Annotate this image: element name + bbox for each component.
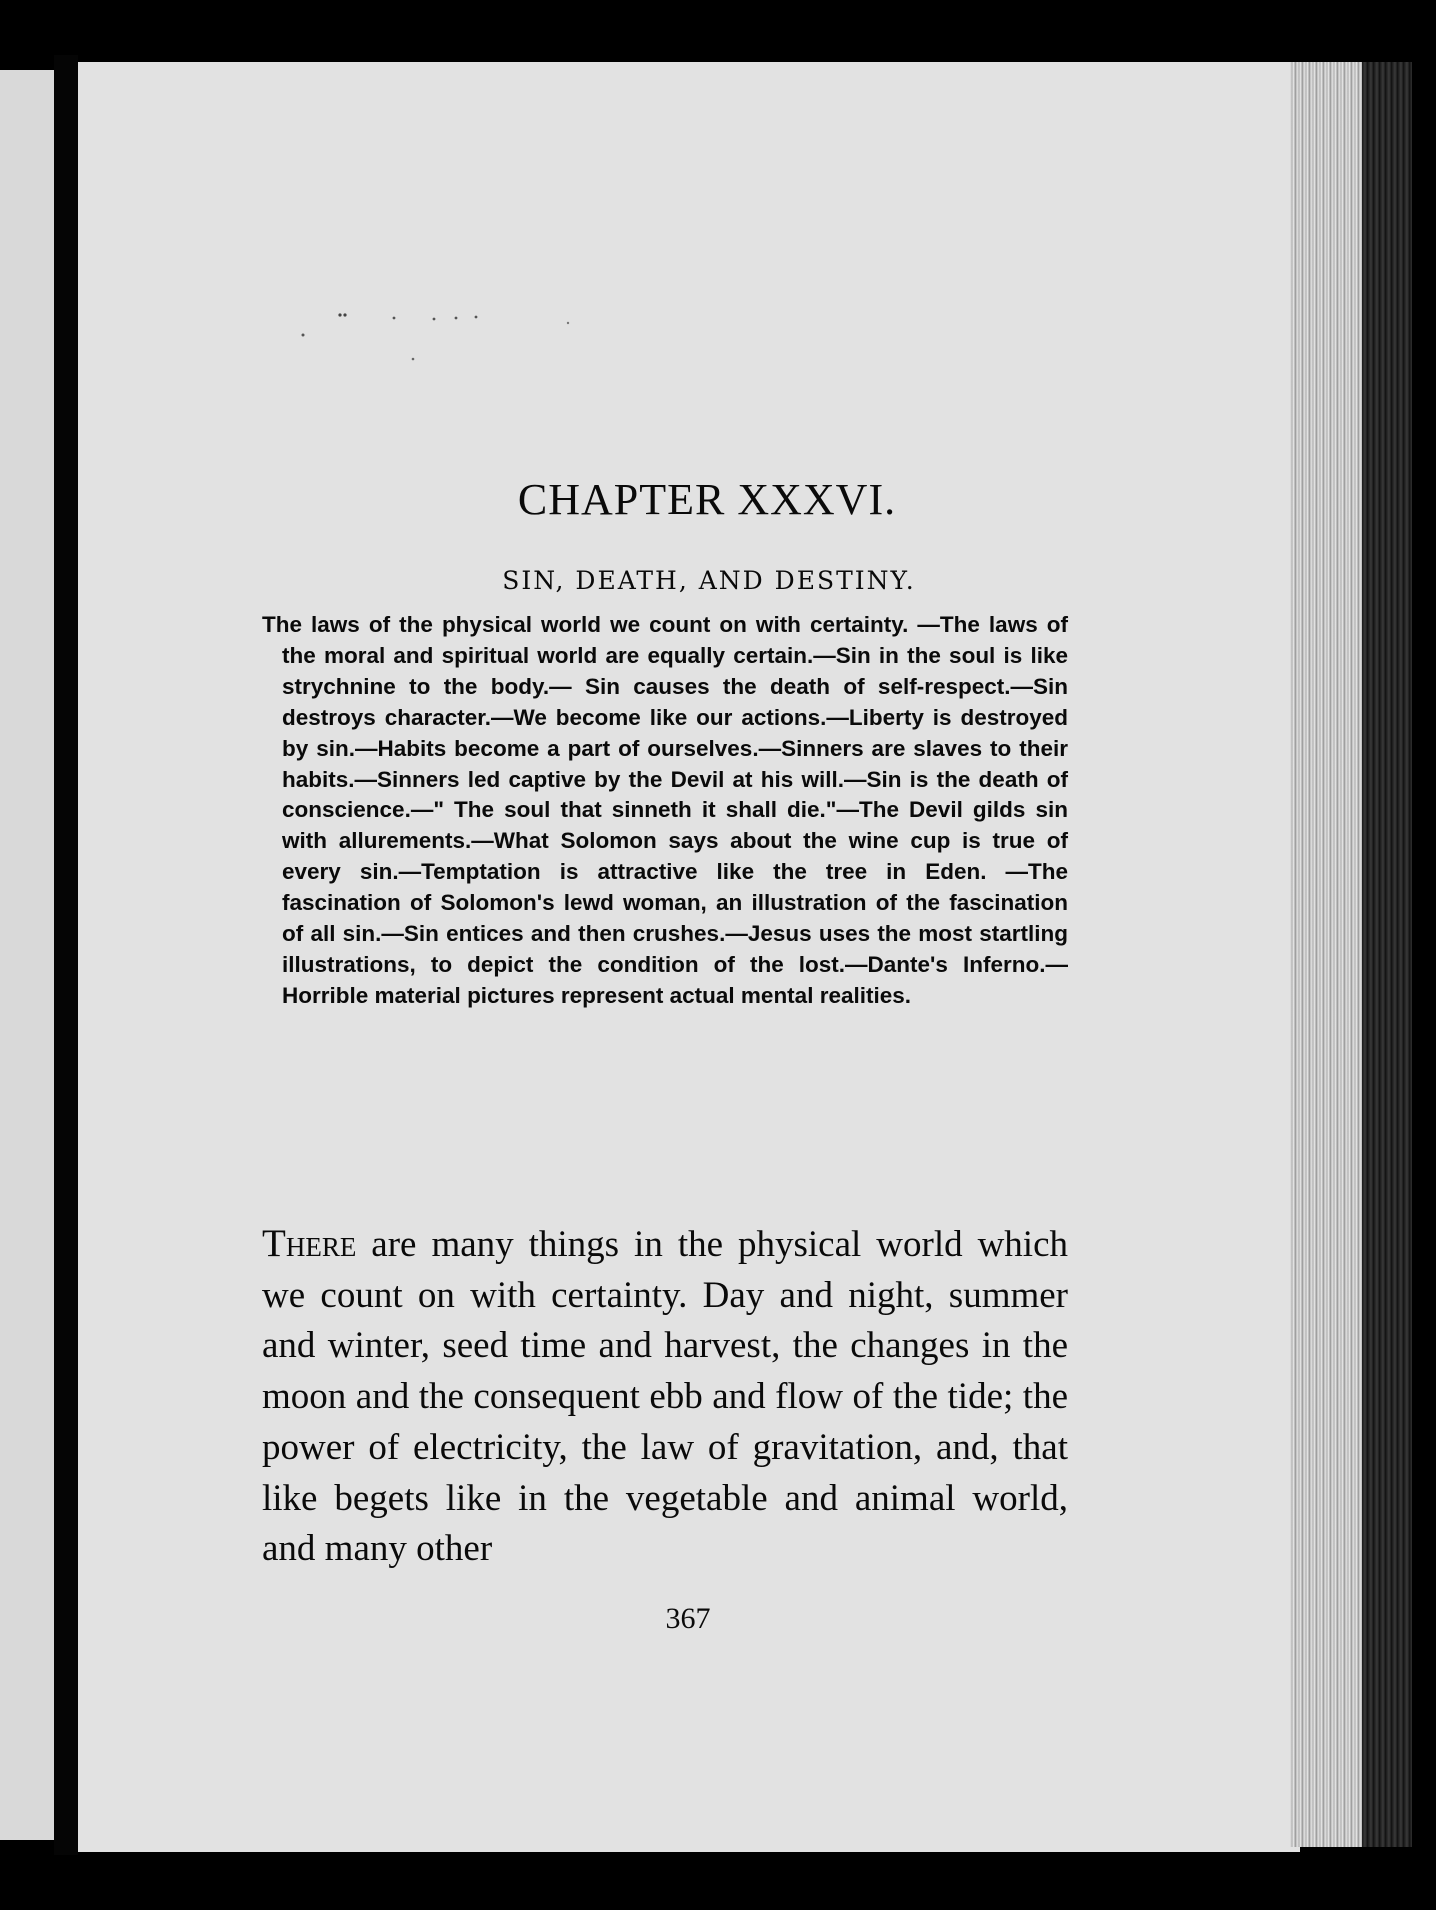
facing-page-edge: [0, 70, 54, 1840]
book-cover-edge: [1362, 62, 1412, 1847]
page-content: [78, 62, 1300, 1852]
lead-word: There: [262, 1222, 357, 1265]
page-number: 367: [665, 1602, 711, 1635]
page-block-edge: [1290, 62, 1362, 1847]
chapter-title: CHAPTER XXXVI.: [517, 475, 897, 524]
book-page: [78, 62, 1300, 1852]
book-gutter: [54, 55, 78, 1855]
body-paragraph: [262, 1219, 1068, 1575]
chapter-summary: The laws of the physical world we count on with certainty. —The laws of the moral and spiritual world are equally certain.—Sin in the soul is like strychnine to the body.— Sin causes the death of self-respect.—Sin destroys character.—We become like our actions.—Liberty is destroyed by sin.—Habits become a part of ourselves.—Sinners are slaves to their habits.—Sinners led captive by the Devil at his will.—Sin is the death of conscience.—" The soul that sinneth it shall die."—The Devil gilds sin with allurements.—What Solomon says about the wine cup is true of every sin.—Temptation is attractive like the tree in Eden. —The fascination of Solomon's lewd woman, an illustration of the fascination of all sin.—Sin entices and then crushes.—Jesus uses the most startling illustrations, to depict the condition of the lost.—Dante's Inferno.—Horrible material pictures represent actual mental realities.: [262, 612, 1068, 1008]
body-text: are many things in the physical world which we count on with certainty. Day and night, summer and winter, seed time and harvest, the changes in the moon and the consequent ebb and flow of the tide; the power of electricity, the law of gravitation, and, that like begets like in the vegetable and animal world, and many other: [262, 1224, 1068, 1570]
chapter-subtitle: SIN, DEATH, AND DESTINY.: [502, 566, 916, 595]
